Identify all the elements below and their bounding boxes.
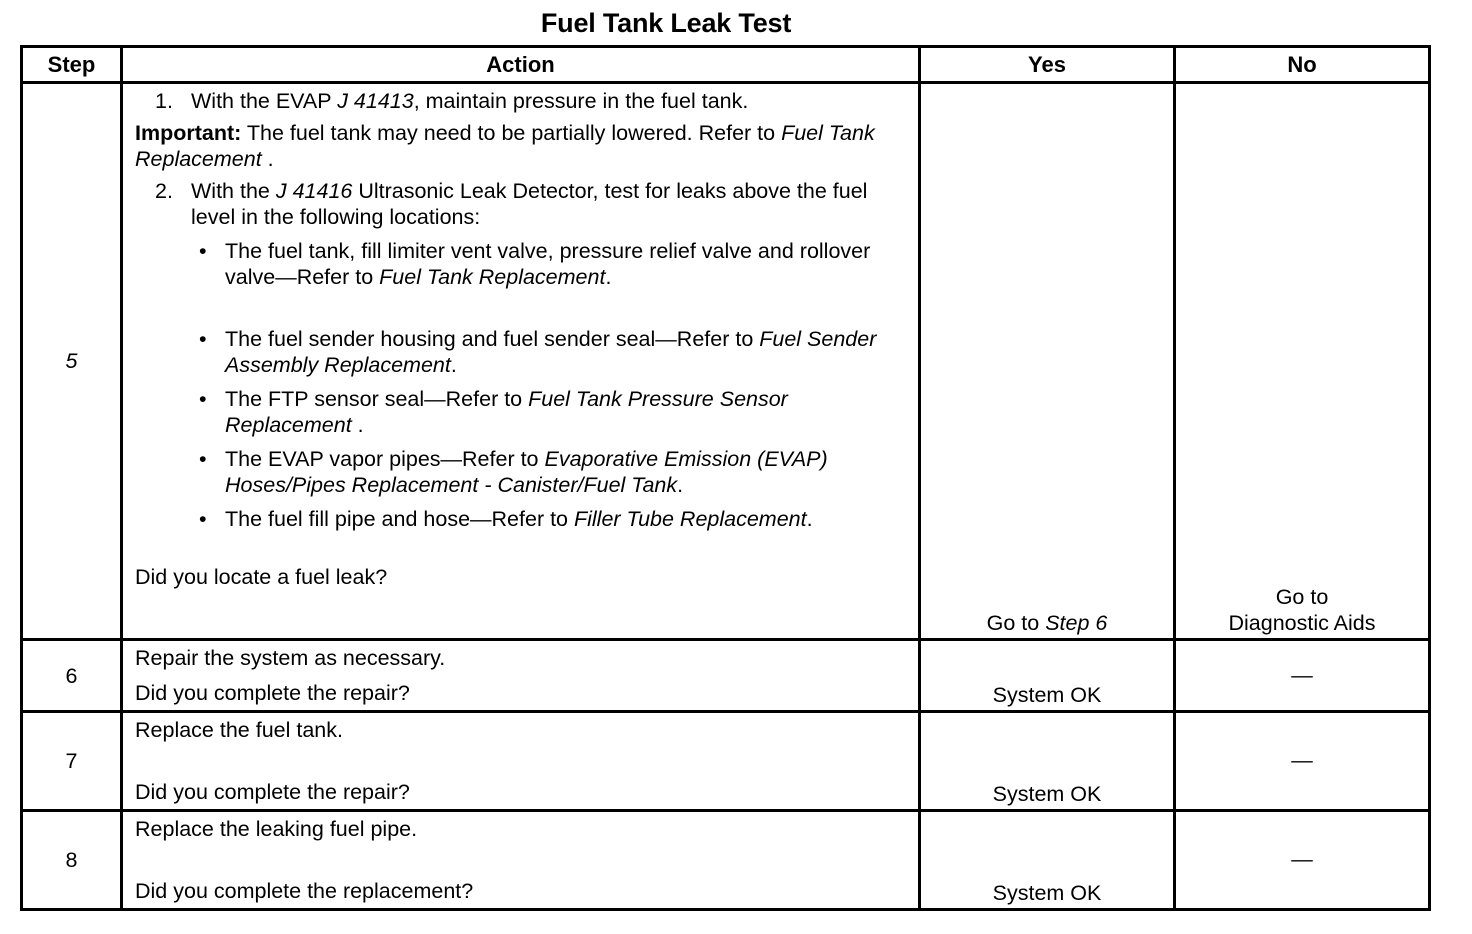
step-row-6 <box>22 640 1430 712</box>
step-number: 5 <box>22 83 122 640</box>
procedure-ref: Fuel Tank Replacement <box>379 265 606 289</box>
step-action <box>122 811 920 910</box>
step-number: 6 <box>22 640 122 712</box>
header-yes: Yes <box>920 47 1175 83</box>
bullet-icon: • <box>199 447 207 471</box>
bullet-item: • The fuel sender housing and fuel sender seal—Refer to Fuel Sender Assembly Replacement. <box>199 327 877 377</box>
procedure-ref: Fuel Tank Pressure Sensor Replacement <box>225 387 788 437</box>
important-label: Important: <box>135 121 242 145</box>
bullet-icon: • <box>199 507 207 531</box>
step-number: 8 <box>22 811 122 910</box>
numbered-item <box>135 88 910 114</box>
bullet-item: • The EVAP vapor pipes—Refer to Evaporative Emission (EVAP) Hoses/Pipes Replacement - Canister/Fuel Tank. <box>199 447 828 497</box>
bullet-icon: • <box>199 239 207 263</box>
tool-ref: J 41413 <box>337 89 414 113</box>
header-step: Step <box>22 47 122 83</box>
bullet-item: • The FTP sensor seal—Refer to Fuel Tank Pressure Sensor Replacement . <box>199 387 788 437</box>
procedure-ref: Fuel Tank Replacement <box>135 121 875 171</box>
step-action <box>122 640 920 712</box>
diagnostic-table <box>20 45 1431 911</box>
step-number: 7 <box>22 712 122 811</box>
header-no: No <box>1175 47 1430 83</box>
step-row-7 <box>22 712 1430 811</box>
header-row <box>22 47 1430 83</box>
action-text: Replace the fuel tank. <box>135 718 343 742</box>
procedure-ref: Filler Tube Replacement <box>573 507 807 531</box>
document-title: Fuel Tank Leak Test <box>540 8 792 38</box>
numbered-item <box>135 178 910 230</box>
header-action: Action <box>122 47 920 83</box>
step-row-5 <box>22 83 1430 640</box>
item-number: 1. <box>155 89 173 113</box>
bullet-icon: • <box>199 327 207 351</box>
yes-result: Go to Step 6 <box>920 83 1175 640</box>
step-action <box>122 83 920 640</box>
yes-result: System OK <box>920 640 1175 712</box>
no-result: — <box>1175 640 1430 712</box>
yes-result: System OK <box>920 811 1175 910</box>
step-ref: Step 6 <box>1045 611 1108 635</box>
bullet-icon: • <box>199 387 207 411</box>
procedure-ref: Fuel Sender Assembly Replacement <box>225 327 877 377</box>
bullet-item: • The fuel fill pipe and hose—Refer to Filler Tube Replacement. <box>199 507 813 531</box>
yes-result: System OK <box>920 712 1175 811</box>
step-row-8 <box>22 811 1430 910</box>
tool-ref: J 41416 <box>275 179 353 203</box>
item-number: 2. <box>155 179 173 203</box>
action-text: Replace the leaking fuel pipe. <box>135 817 418 841</box>
item-text: With the EVAP J 41413, maintain pressure in the fuel tank. <box>191 89 749 113</box>
step-question: Did you complete the repair? <box>135 681 410 705</box>
action-text: Repair the system as necessary. <box>135 646 446 670</box>
item-text: With the J 41416 Ultrasonic Leak Detector, test for leaks above the fuel level in the following locations: <box>191 179 868 229</box>
no-result: — <box>1175 811 1430 910</box>
important-note: Important: The fuel tank may need to be partially lowered. Refer to Fuel Tank Replacement . <box>135 121 875 171</box>
no-result: Go to Diagnostic Aids <box>1175 83 1430 640</box>
procedure-ref: Evaporative Emission (EVAP) Hoses/Pipes Replacement - Canister/Fuel Tank <box>225 447 828 497</box>
no-result: — <box>1175 712 1430 811</box>
step-question: Did you locate a fuel leak? <box>135 565 388 589</box>
step-question: Did you complete the repair? <box>135 780 410 804</box>
step-action <box>122 712 920 811</box>
bullet-item: • The fuel tank, fill limiter vent valve, pressure relief valve and rollover valve—Refer to Fuel Tank Replacement. <box>199 239 871 289</box>
step-question: Did you complete the replacement? <box>135 879 474 903</box>
